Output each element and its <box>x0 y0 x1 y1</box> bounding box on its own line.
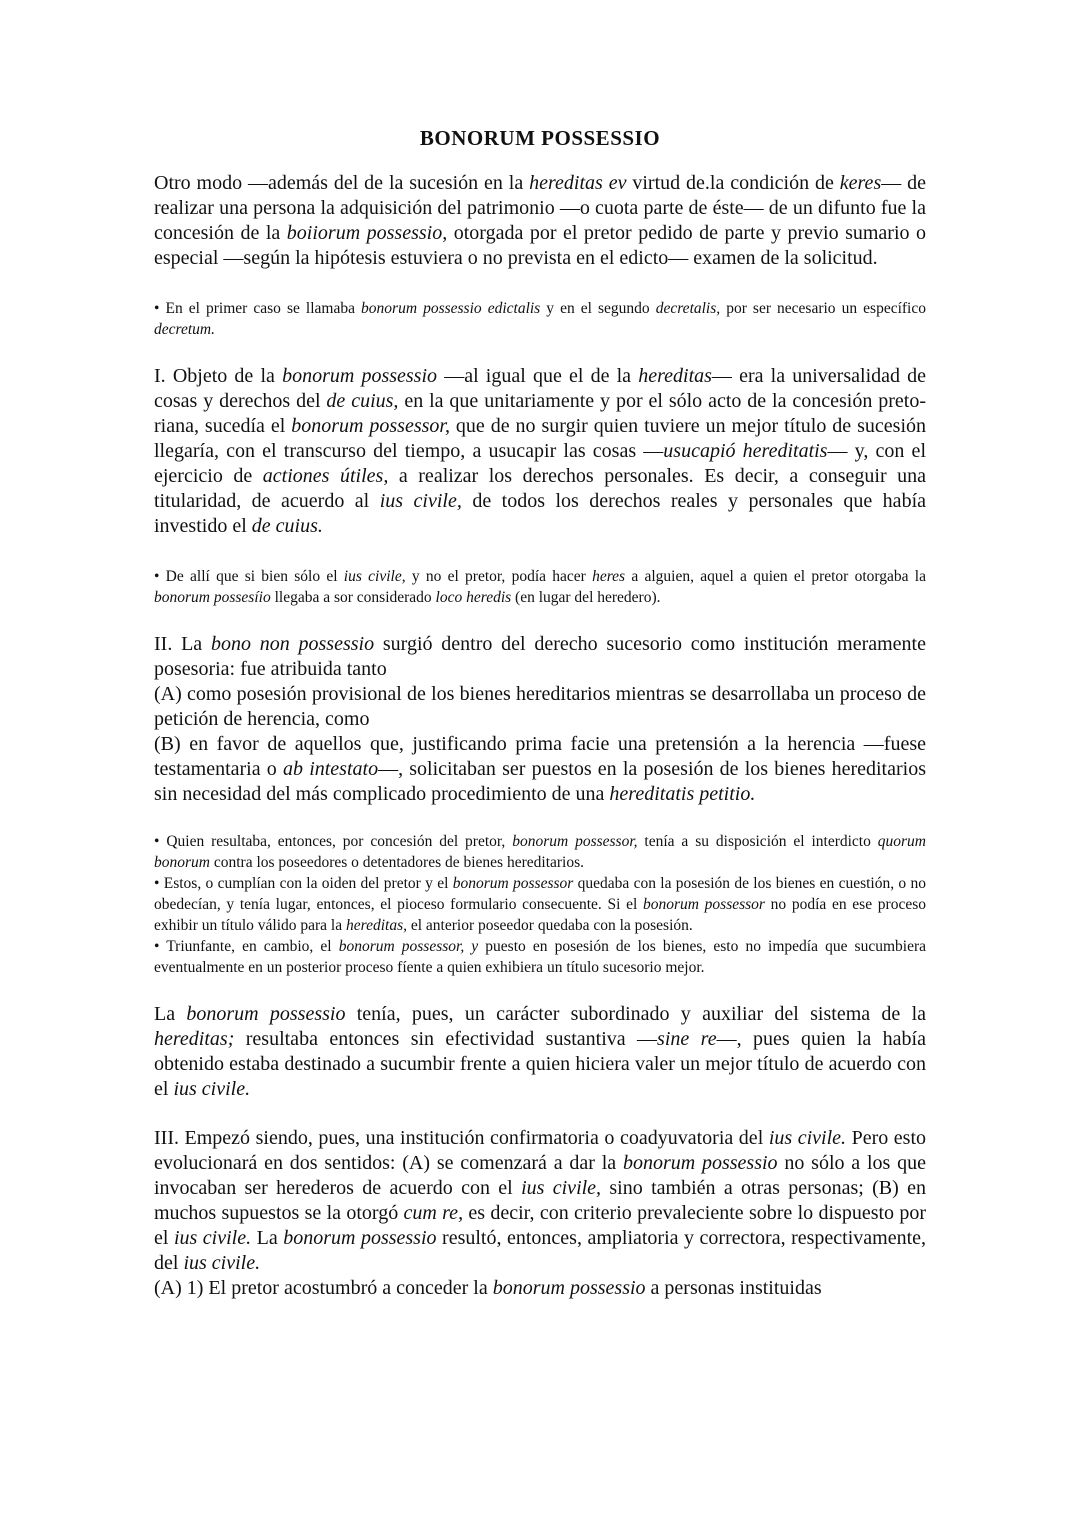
italic-term: decretum. <box>154 321 215 338</box>
italic-term: usucapió hereditatis <box>663 440 828 462</box>
text-run: no sólo a los que invocaban ser herederos de acuerdo con el <box>154 1152 927 1199</box>
text-run: llegaba a sor considerado <box>270 589 436 606</box>
text-run: Pero esto evolucionará en dos sentidos: (A) se comenzará a dar la <box>154 1127 927 1174</box>
italic-term: bonorum possessor <box>452 875 574 892</box>
text-run: sino también a otras personas; (B) en muchos supuestos se la otorgó <box>154 1177 927 1224</box>
italic-term: bonorum possessio <box>283 1227 437 1249</box>
text-run: y en el segundo <box>540 300 656 317</box>
italic-term: bonorum possessor, <box>291 415 450 437</box>
text-run: —al igual que el de la <box>437 365 639 387</box>
text-run: — de realizar una persona la adquisición del patrimonio —o cuota parte de éste— de un difunto fue la concesión de la <box>154 172 927 244</box>
text-run: y no el pretor, podía hacer <box>405 568 593 585</box>
text-run: tenía, pues, un carácter subordinado y auxiliar del sistema de la <box>345 1003 927 1025</box>
italic-term: bonorum possesíio <box>154 589 271 606</box>
italic-term: cum re, <box>403 1202 464 1224</box>
italic-term: ab intestato <box>283 758 379 780</box>
italic-term: keres <box>839 172 882 194</box>
paragraph-section-1 <box>154 364 926 539</box>
text-run: • Quien resultaba, entonces, por concesión del pretor, <box>154 833 513 850</box>
text-run: tenía a su disposición el interdicto <box>637 833 878 850</box>
document-page <box>154 126 926 1301</box>
italic-term: hereditas; <box>154 1028 235 1050</box>
text-run: es decir, con criterio prevaleciente sobre lo dispuesto por el <box>154 1202 927 1249</box>
italic-term: hereditas ev <box>529 172 627 194</box>
italic-term: hereditatis petitio. <box>609 783 756 805</box>
italic-term: ius civile. <box>768 1127 847 1149</box>
text-run: el anterior poseedor quedaba con la posesión. <box>406 917 693 934</box>
text-run: • De allí que si bien sólo el <box>154 568 344 585</box>
footnote-edictalis <box>154 298 926 340</box>
italic-term: ius civile. <box>183 1252 261 1274</box>
text-run: a personas instituidas <box>645 1277 822 1299</box>
text-run: (B) en favor de aquellos que, justificando prima facie una pretensión a la herencia —fuese testamentaria o <box>154 733 926 780</box>
text-run: quedaba con la posesión de los bienes en cuestión, o no obedecían, y tenía lugar, entonces, el pioceso formulario consecuente. Si el <box>154 875 927 913</box>
paragraph-section-3-a <box>154 1276 926 1301</box>
text-run: La <box>154 1003 187 1025</box>
italic-term: bonorum possessor, y <box>338 938 479 955</box>
text-run: — era la universalidad de cosas y derechos del <box>154 365 927 412</box>
text-run: I. Objeto de la <box>154 365 283 387</box>
italic-term: bonorum possessio <box>622 1152 778 1174</box>
document-title: BONORUM POSSESSIO <box>419 126 661 150</box>
italic-term: ius civile, <box>379 490 462 512</box>
italic-term: actiones útiles, <box>262 465 389 487</box>
italic-term: loco heredis <box>435 589 512 606</box>
footnote-triunfante <box>154 936 926 978</box>
text-run: III. Empezó siendo, pues, una institución confirmatoria o coadyuvatoria del <box>154 1127 769 1149</box>
italic-term: hereditas <box>638 365 712 387</box>
italic-term: heres <box>592 568 626 585</box>
italic-term: sine re <box>657 1028 717 1050</box>
paragraph-section-3 <box>154 1126 926 1276</box>
paragraph-section-2-a <box>154 682 926 732</box>
paragraph-intro <box>154 171 926 271</box>
italic-term: de cuius, <box>326 390 399 412</box>
footnote-interdicto <box>154 831 926 873</box>
paragraph-section-2-b <box>154 732 926 807</box>
italic-term: de cuius. <box>251 515 323 537</box>
paragraph-subordinado <box>154 1002 926 1102</box>
footnote-proceso <box>154 873 926 936</box>
text-run: (en lugar del heredero). <box>511 589 661 606</box>
text-run: contra los poseedores o detentadores de bienes hereditarios. <box>209 854 585 871</box>
text-run: virtud de.la condición de <box>626 172 840 194</box>
italic-term: boiiorum possessio, <box>286 222 448 244</box>
text-run: en la que unitariamente y por el sólo acto de la concesión preto-riana, sucedía el <box>154 390 927 437</box>
text-run: Otro modo —además del de la sucesión en la <box>154 172 530 194</box>
text-run: surgió dentro del derecho sucesorio como institución meramente posesoria: fue atribuida tanto <box>154 633 926 680</box>
italic-term: ius civile. <box>173 1227 252 1249</box>
text-run: no podía en ese proceso exhibir un título válido para la <box>154 896 926 934</box>
text-run: otorgada por el pretor pedido de parte y previo sumario o especial —según la hipótesis estuviera o no prevista en el edicto— examen de la solicitud. <box>154 222 927 269</box>
paragraph-section-2 <box>154 632 926 682</box>
text-run: puesto en posesión de los bienes, esto no impedía que sucumbiera eventualmente en un posterior proceso fíente a quien exhibiera un título sucesorio mejor. <box>154 938 926 976</box>
italic-term: decretalis, <box>655 300 721 317</box>
text-run: (A) como posesión provisional de los bienes hereditarios mientras se desarrollaba un proceso de petición de herencia, como <box>154 683 926 730</box>
italic-term: bonorum possessio <box>492 1277 646 1299</box>
text-run: (A) 1) El pretor acostumbró a conceder la <box>154 1277 493 1299</box>
text-run: • Triunfante, en cambio, el <box>154 938 339 955</box>
text-run: a alguien, aquel a quien el pretor otorgaba la <box>625 568 926 585</box>
text-run: La <box>251 1227 284 1249</box>
text-run: de todos los derechos reales y personales que había investido el <box>154 490 926 537</box>
italic-term: bonorum possessio edictalis <box>361 300 541 317</box>
text-run: II. La <box>154 633 211 655</box>
footnote-heres <box>154 566 926 608</box>
text-run: que de no surgir quien tuviere un mejor título de sucesión llegaría, con el transcurso del tiempo, a usucapir las cosas — <box>154 415 926 462</box>
italic-term: hereditas, <box>345 917 407 934</box>
text-run: a realizar los derechos personales. Es decir, a conseguir una titularidad, de acuerdo al <box>154 465 927 512</box>
text-run: • Estos, o cumplían con la oiden del pretor y el <box>154 875 453 892</box>
text-run: • En el primer caso se llamaba <box>154 300 362 317</box>
text-run: —, pues quien la había obtenido estaba destinado a sucumbir frente a quien hiciera valer un mejor título de acuerdo con el <box>154 1028 926 1100</box>
italic-term: bono non possessio <box>210 633 375 655</box>
text-run: — y, con el ejercicio de <box>154 440 926 487</box>
italic-term: bonorum possessio <box>186 1003 346 1025</box>
italic-term: ius civile, <box>521 1177 602 1199</box>
text-run: resultó, entonces, ampliatoria y correctora, respectivamente, del <box>154 1227 927 1274</box>
text-run: resultaba entonces sin efectividad sustantiva — <box>234 1028 658 1050</box>
italic-term: bonorum possessor <box>642 896 765 913</box>
italic-term: quorum bonorum <box>154 833 926 871</box>
italic-term: bonorum possessio <box>282 365 438 387</box>
italic-term: ius civile. <box>173 1078 251 1100</box>
text-run: —, solicitaban ser puestos en la posesión de los bienes hereditarios sin necesidad del más complicado procedimiento de una <box>154 758 926 805</box>
italic-term: bonorum possessor, <box>512 833 638 850</box>
italic-term: ius civile, <box>343 568 406 585</box>
text-run: por ser necesario un específico <box>720 300 926 317</box>
